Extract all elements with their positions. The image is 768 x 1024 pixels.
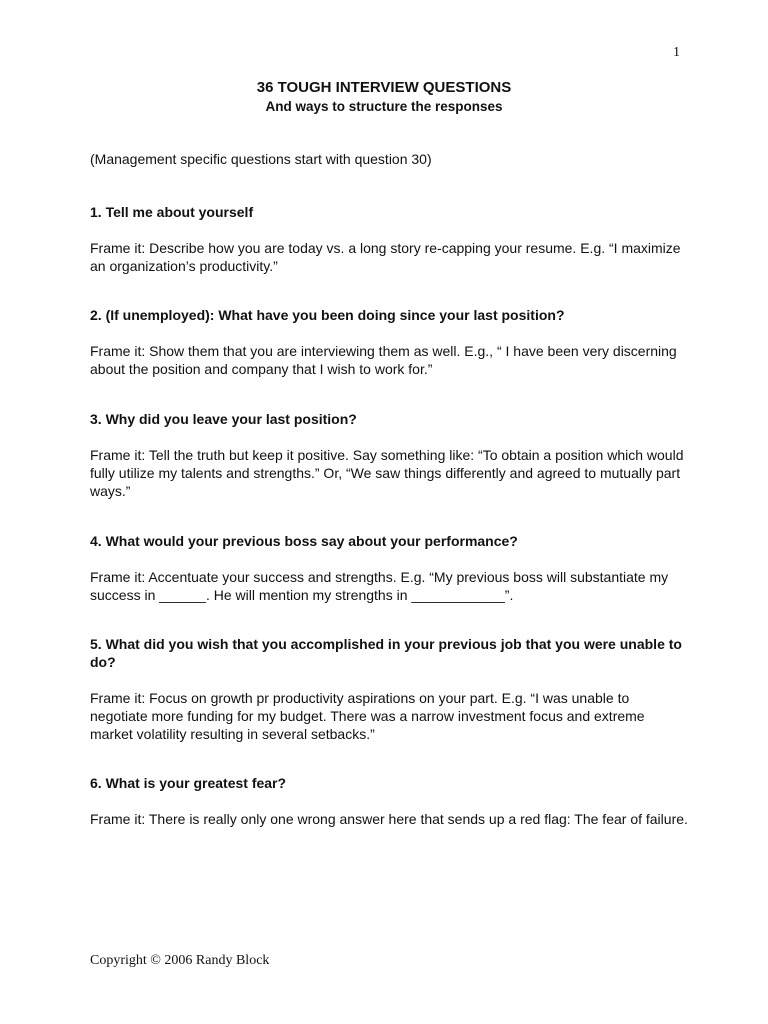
question-4-answer: Frame it: Accentuate your success and strengths. E.g. “My previous boss will substantiate my success in ______. He will mention my strengths in ____________”. <box>90 569 669 603</box>
question-3-heading: 3. Why did you leave your last position? <box>90 411 357 427</box>
question-6-heading: 6. What is your greatest fear? <box>90 775 287 791</box>
question-4-heading: 4. What would your previous boss say about your performance? <box>90 533 518 549</box>
question-2-answer: Frame it: Show them that you are interviewing them as well. E.g., “ I have been very discerning about the position and company that I wish to work for.” <box>90 343 677 377</box>
question-2-heading: 2. (If unemployed): What have you been doing since your last position? <box>90 307 565 323</box>
question-5-heading: 5. What did you wish that you accomplished in your previous job that you were unable to do? <box>90 636 682 670</box>
document-subtitle: And ways to structure the responses <box>265 99 503 114</box>
question-3-answer: Frame it: Tell the truth but keep it positive. Say something like: “To obtain a position which would fully utilize my talents and strengths.” Or, “We saw things differently and agreed to mutually part ways.” <box>90 447 684 499</box>
document-title: 36 TOUGH INTERVIEW QUESTIONS <box>256 79 512 96</box>
page-number: 1 <box>673 45 680 60</box>
question-5-answer: Frame it: Focus on growth pr productivity aspirations on your part. E.g. “I was unable to negotiate more funding for my budget. There was a narrow investment focus and extreme market volatility resulting in several setbacks.” <box>90 690 645 742</box>
question-6-answer: Frame it: There is really only one wrong answer here that sends up a red flag: The fear of failure. <box>90 811 688 827</box>
question-1-heading: 1. Tell me about yourself <box>90 204 254 220</box>
question-1-answer: Frame it: Describe how you are today vs. a long story re-capping your resume. E.g. “I maximize an organization’s productivity.” <box>90 240 681 274</box>
copyright-footer: Copyright © 2006 Randy Block <box>90 953 270 968</box>
management-note: (Management specific questions start with question 30) <box>90 151 432 167</box>
